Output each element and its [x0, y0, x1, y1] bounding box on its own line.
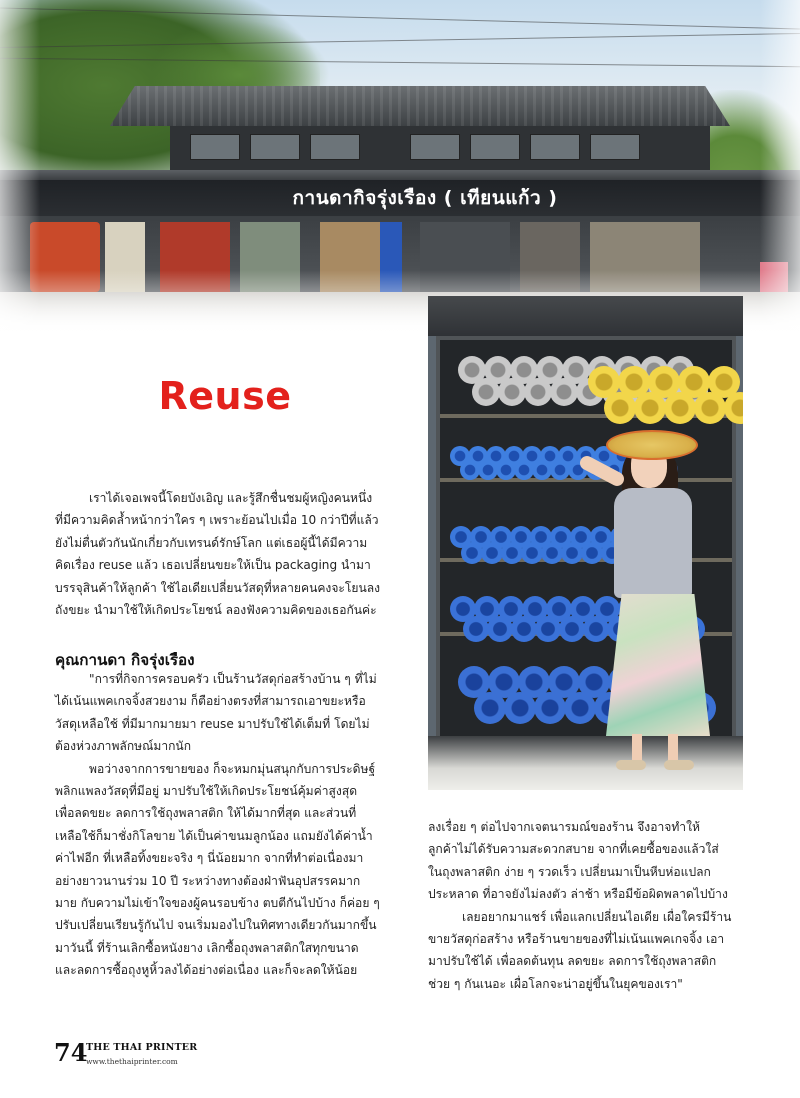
upper-window [190, 134, 240, 160]
upper-window [530, 134, 580, 160]
magazine-name: THE THAI PRINTER [86, 1042, 198, 1053]
quote-column-right [428, 816, 748, 995]
floor [428, 736, 743, 790]
person-shoe [616, 760, 646, 770]
page-number: 74 [54, 1038, 88, 1067]
quote-paragraph-2: พอว่างจากการขายของ ก็จะหมกมุ่นสนุกกับการประดิษฐ์ พลิกแพลงวัสดุที่มีอยู่ มาปรับใช้ให้เกิดประโยชน์คุ้มค่าสูงสุด เพื่อลดขยะ ลดการใช้ถุงพลาสติก ให้ได้มากที่สุด และส่วนที่ เหลือใช้ก็มาชั่งกิโลขาย ได้เป็นค่าขนมลูกน้อง แถมยังได้ค่าน้ำ ค่าไฟอีก ที่เหลือทิ้งขยะจริง ๆ นี่น้อยมาก จากที่ทำต่อเนื่องมา อย่างยาวนานร่วม 10 ปี ระหว่างทางต้องฝ่าฟันอุปสรรคมาก มาย กับความไม่เข้าใจของผู้คนรอบข้าง ตบตีกันไปบ้าง ก็ค่อย ๆ ปรับเปลี่ยนเรียนรู้กันไป จนเริ่มมองไปในทิศทางเดียวกันมากขึ้น มาวันนี้ ที่ร้านเลิกซื้อหนังยาง เลิกซื้อถุงพลาสติกใสทุกขนาด และลดการซื้อถุงหูหิ้วลงได้อย่างต่อเนื่อง และก็จะลดให้น้อย [55, 761, 380, 978]
right-paragraph-2: เลยอยากมาแชร์ เพื่อแลกเปลี่ยนไอเดีย เผื่อใครมีร้าน ขายวัสดุก่อสร้าง หรือร้านขายของที่ไม่เน้นแพคเกจจิ้ง เอา มาปรับใช้ได้ เพื่อลดต้นทุน ลดขยะ ลดการใช้ถุงพลาสติก ช่วย ๆ กันเนอะ เผื่อโลกจะน่าอยู่ขึ้นในยุคของเรา" [428, 909, 732, 991]
person-skirt [606, 594, 710, 736]
upper-window [250, 134, 300, 160]
quote-column-left [55, 668, 403, 982]
interviewee-name: คุณกานดา กิจรุ่งเรือง [55, 651, 195, 669]
storefront-photo [0, 0, 800, 335]
quote-paragraph-1: "การที่กิจการครอบครัว เป็นร้านวัสดุก่อสร้างบ้าน ๆ ที่ไม่ ได้เน้นแพคเกจจิ้งสวยงาม ก็ตือย่างตรงที่สามารถเอาขยะหรือ วัสดุเหลือใช้ ที่มีมากมายมา reuse มาปรับใช้ได้เต็มที่ โดยไม่ ต้องห่วงภาพลักษณ์มากนัก [55, 672, 377, 754]
upper-window [470, 134, 520, 160]
upper-window [410, 134, 460, 160]
photo-fade-right [760, 0, 800, 335]
upper-window [310, 134, 360, 160]
roof-texture [110, 86, 730, 126]
magazine-url: www.thethaiprinter.com [86, 1057, 178, 1066]
rack-top [428, 296, 743, 336]
intro-paragraph: เราได้เจอเพจนี้โดยบังเอิญ และรู้สึกชื่นชมผู้หญิงคนหนึ่ง ที่มีความคิดล้ำหน้ากว่าใคร ๆ เพราะย้อนไปเมื่อ 10 กว่าปีที่แล้ว ยังไม่ตื่นตัวกันนักเกี่ยวกับเทรนด์รักษ์โลก แต่เธอผู้นี้ได้มีความ คิดเรื่อง reuse แล้ว เธอเปลี่ยนขยะให้เป็น packaging นำมา บรรจุสินค้าให้ลูกค้า ใช้ไอเดียเปลี่ยนวัสดุที่หลายคนคงจะโยนลง ถังขยะ นำมาใช้ให้เกิดประโยชน์ ลองฟังความคิดของเธอกันค่ะ [55, 491, 381, 618]
person-top [614, 488, 692, 598]
person-shoe [664, 760, 694, 770]
upper-window [590, 134, 640, 160]
portrait-photo [428, 296, 743, 790]
shop-sign-text: กานดากิจรุ่งเรือง ( เทียนแก้ว ) [292, 187, 558, 209]
right-paragraph-1: ลงเรื่อย ๆ ต่อไปจากเจตนารมณ์ของร้าน จึงอาจทำให้ ลูกค้าไม่ได้รับความสะดวกสบาย จากที่เคยซื้อของแล้วใส่ ในถุงพลาสติก ง่าย ๆ รวดเร็ว เปลี่ยนมาเป็นหีบห่อแปลก ประหลาด ที่อาจยังไม่ลงตัว ล่าช้า หรือมีข้อผิดพลาดไปบ้าง [428, 820, 728, 902]
article-title: Reuse [158, 374, 292, 418]
photo-fade-left [0, 0, 40, 335]
straw-hat [606, 430, 698, 460]
